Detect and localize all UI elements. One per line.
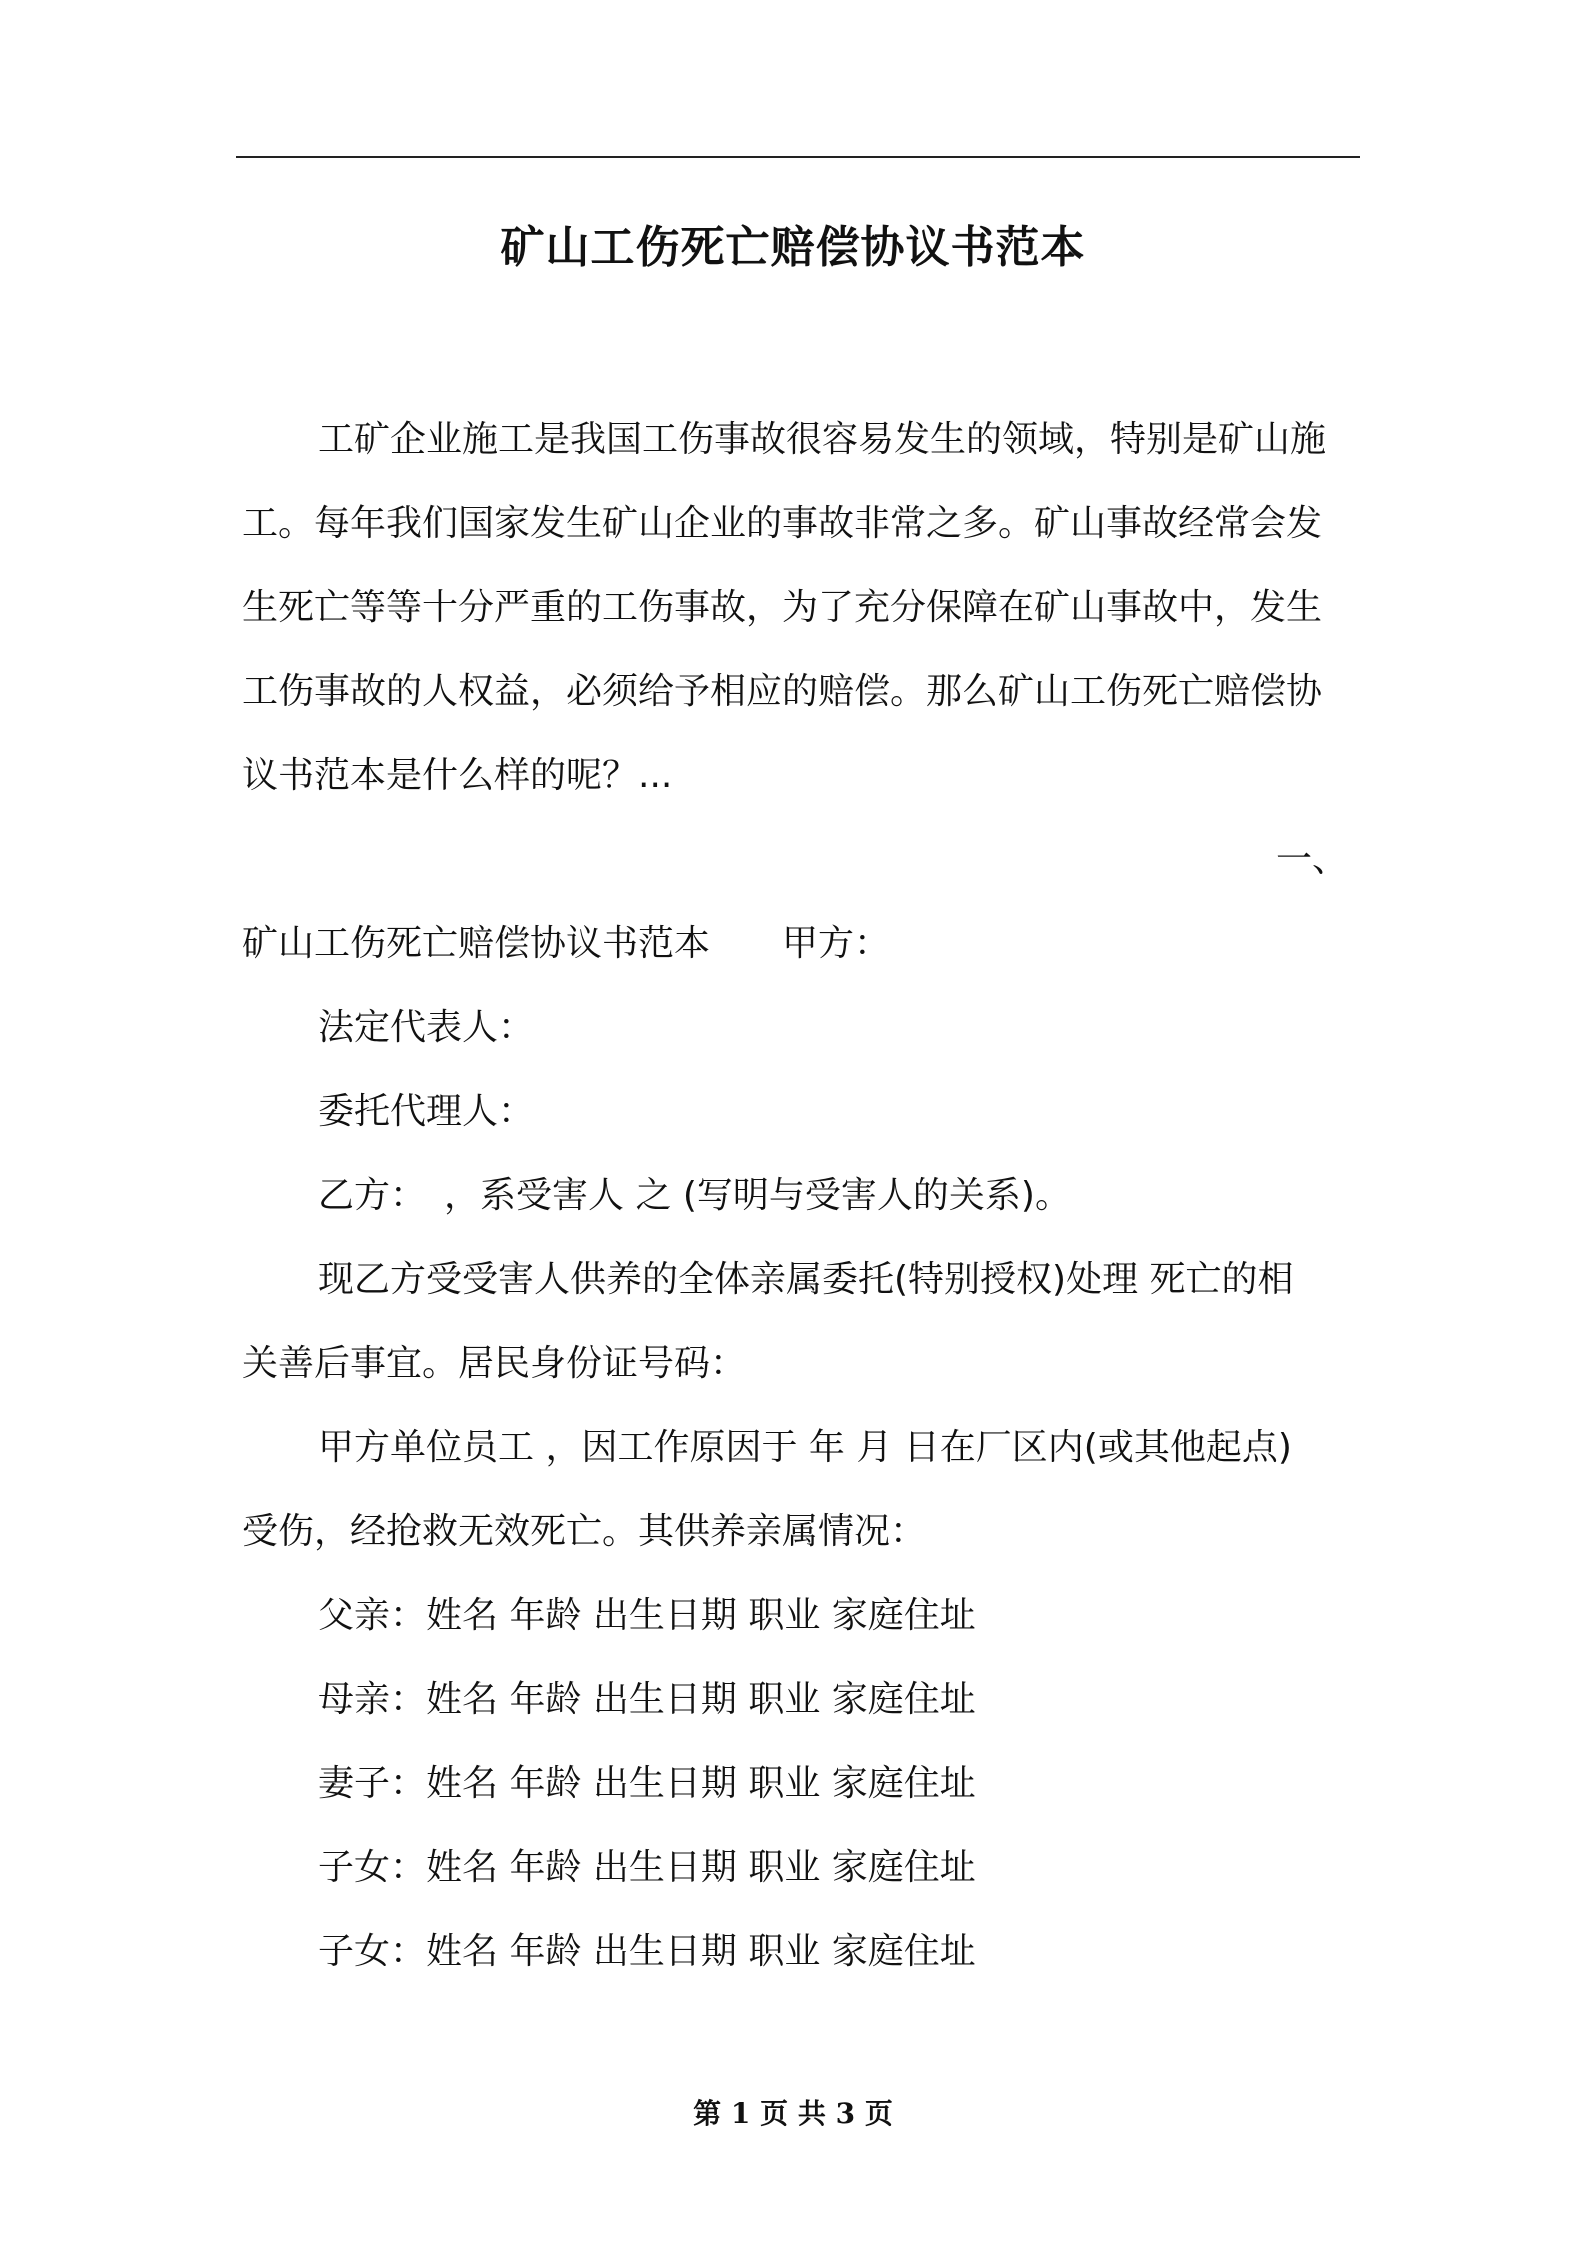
- relative-row: 子女：姓名 年龄 出生日期 职业 家庭住址: [318, 1847, 976, 1888]
- header-rule: [236, 156, 1360, 158]
- entrust-line-2: 关善后事宜。居民身份证号码：: [242, 1343, 747, 1384]
- party-b-line: 乙方： ，系受害人 之 (写明与受害人的关系)。: [318, 1175, 1071, 1216]
- entrust-line-1: 现乙方受受害人供养的全体亲属委托(特别授权)处理 死亡的相: [318, 1259, 1294, 1300]
- intro-line-4: 工伤事故的人权益，必须给予相应的赔偿。那么矿山工伤死亡赔偿协: [242, 671, 1323, 712]
- document-title: 矿山工伤死亡赔偿协议书范本: [500, 222, 1086, 273]
- relative-row: 妻子：姓名 年龄 出生日期 职业 家庭住址: [318, 1763, 976, 1804]
- relative-row: 子女：姓名 年龄 出生日期 职业 家庭住址: [318, 1931, 976, 1972]
- incident-line-1: 甲方单位员工 ，因工作原因于 年 月 日在厂区内(或其他起点): [318, 1427, 1292, 1468]
- section-marker: 一、: [1275, 839, 1348, 880]
- page-number-footer: 第 1 页 共 3 页: [693, 2097, 893, 2130]
- section-heading-line: 矿山工伤死亡赔偿协议书范本 甲方：: [242, 923, 891, 964]
- relative-row: 母亲：姓名 年龄 出生日期 职业 家庭住址: [318, 1679, 976, 1720]
- intro-line-5: 议书范本是什么样的呢？...: [242, 755, 673, 796]
- relative-row: 父亲：姓名 年龄 出生日期 职业 家庭住址: [318, 1595, 976, 1636]
- intro-line-3: 生死亡等等十分严重的工伤事故，为了充分保障在矿山事故中，发生: [242, 587, 1323, 628]
- intro-line-2: 工。每年我们国家发生矿山企业的事故非常之多。矿山事故经常会发: [242, 503, 1323, 544]
- legal-representative-line: 法定代表人：: [318, 1007, 535, 1048]
- intro-line-1: 工矿企业施工是我国工伤事故很容易发生的领域，特别是矿山施: [318, 419, 1327, 460]
- incident-line-2: 受伤，经抢救无效死亡。其供养亲属情况：: [242, 1511, 927, 1552]
- entrusted-agent-line: 委托代理人：: [318, 1091, 535, 1132]
